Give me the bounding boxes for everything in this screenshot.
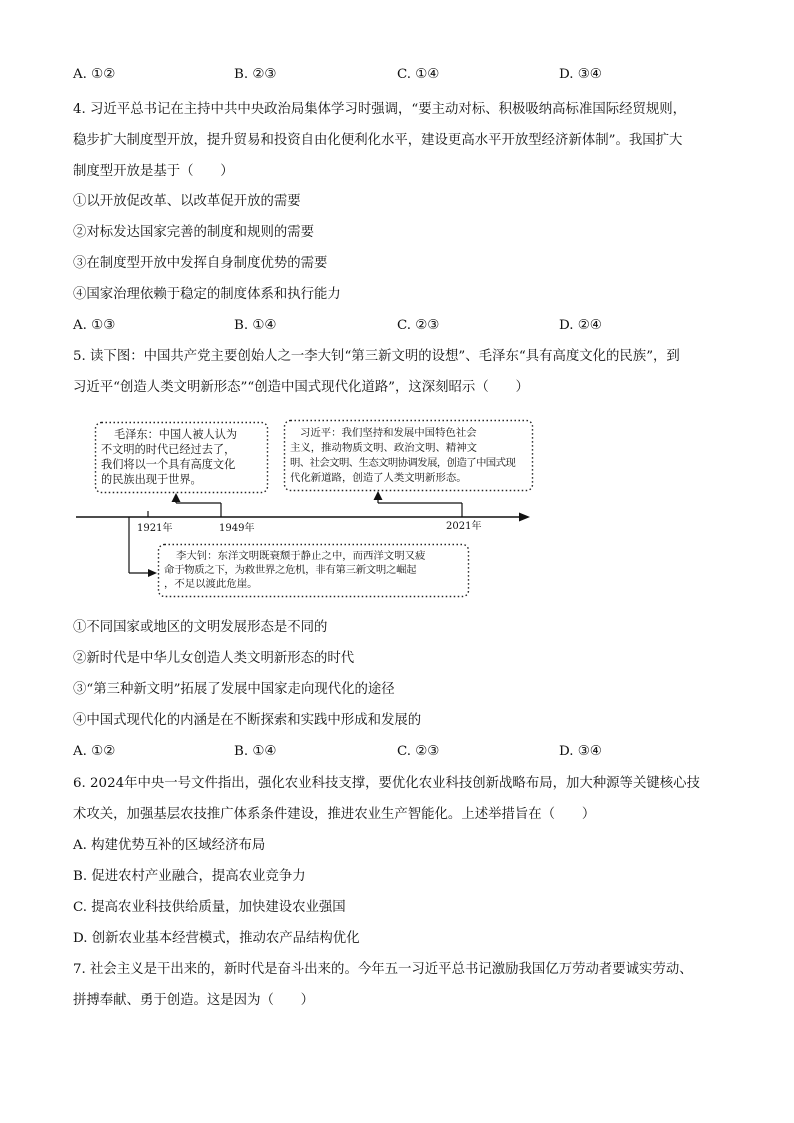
q6-stem-line-2: 术攻关，加强基层农技推广体系条件建设，推进农业生产智能化。上述举措旨在（ ） (73, 807, 596, 822)
timeline-diagram (0, 405, 794, 605)
q5-option-d[interactable]: D. ③④ (559, 744, 602, 759)
q5-item-1: ①不同国家或地区的文明发展形态是不同的 (73, 620, 328, 635)
q3-option-b[interactable]: B. ②③ (234, 67, 277, 82)
q4-option-a[interactable]: A. ①③ (73, 318, 116, 333)
q4-option-c[interactable]: C. ②③ (397, 318, 440, 333)
q5-option-a[interactable]: A. ①② (73, 744, 116, 759)
q4-item-4: ④国家治理依赖于稳定的制度体系和执行能力 (73, 287, 341, 302)
li-quote-line-1: 李大钊：东洋文明既衰颓于静止之中，而西洋文明又疲 (176, 550, 426, 562)
q4-item-1: ①以开放促改革、以改革促开放的需要 (73, 194, 301, 209)
q4-option-b[interactable]: B. ①④ (234, 318, 277, 333)
mao-quote-line-2: 不文明的时代已经过去了， (101, 443, 236, 456)
q3-option-d[interactable]: D. ③④ (559, 67, 602, 82)
q5-stem-line-1: 5. 读下图：中国共产党主要创始人之一李大钊“第三新文明的设想”、毛泽东“具有高度文化的民族”，到 (73, 349, 680, 364)
year-label-1949: 1949年 (219, 523, 255, 534)
q4-option-d[interactable]: D. ②④ (559, 318, 602, 333)
timeline-arrowhead (519, 513, 530, 522)
xi-quote-line-3: 明、社会文明、生态文明协调发展，创造了中国式现 (290, 457, 516, 469)
mao-quote-line-4: 的民族出现于世界。 (101, 473, 202, 486)
q5-item-3: ③“第三种新文明”拓展了发展中国家走向现代化的途径 (73, 682, 395, 697)
q4-item-2: ②对标发达国家完善的制度和规则的需要 (73, 225, 315, 240)
q6-option-d[interactable]: D. 创新农业基本经营模式，推动农产品结构优化 (73, 931, 360, 946)
xi-quote-line-2: 主义，推动物质文明、政治文明、精神文 (290, 442, 478, 454)
q5-item-2: ②新时代是中华儿女创造人类文明新形态的时代 (73, 651, 355, 666)
year-label-1921: 1921年 (137, 523, 173, 534)
q6-stem-line-1: 6. 2024年中央一号文件指出，强化农业科技支撑，要优化农业科技创新战略布局，加大种源等关键核心技 (73, 776, 700, 791)
q7-stem-line-2: 拼搏奉献、勇于创造。这是因为（ ） (73, 993, 315, 1008)
xi-quote-line-1: 习近平：我们坚持和发展中国特色社会 (300, 427, 477, 439)
xi-arrowhead (374, 491, 383, 500)
xi-quote-line-4: 代化新道路，创造了人类文明新形态。 (290, 472, 467, 484)
li-quote-line-2: 命于物质之下，为救世界之危机，非有第三新文明之崛起 (164, 564, 417, 576)
q6-option-a[interactable]: A. 构建优势互补的区域经济布局 (73, 838, 266, 853)
q5-stem-line-2: 习近平“创造人类文明新形态”“创造中国式现代化道路”，这深刻昭示（ ） (73, 380, 529, 395)
q5-option-c[interactable]: C. ②③ (397, 744, 440, 759)
li-arrowhead (148, 569, 157, 577)
q4-item-3: ③在制度型开放中发挥自身制度优势的需要 (73, 256, 328, 271)
q4-stem-line-1: 4. 习近平总书记在主持中共中央政治局集体学习时强调，“要主动对标、积极吸纳高标准国际经贸规则， (73, 102, 687, 117)
mao-quote-line-1: 毛泽东：中国人被人认为 (114, 428, 238, 441)
year-label-2021: 2021年 (446, 521, 482, 532)
q3-option-a[interactable]: A. ①② (73, 67, 116, 82)
mao-quote-line-3: 我们将以一个具有高度文化 (101, 458, 236, 471)
q3-option-c[interactable]: C. ①④ (397, 67, 440, 82)
q4-stem-line-3: 制度型开放是基于（ ） (73, 164, 234, 179)
q6-option-b[interactable]: B. 促进农村产业融合，提高农业竞争力 (73, 869, 306, 884)
q5-item-4: ④中国式现代化的内涵是在不断探索和实践中形成和发展的 (73, 713, 422, 728)
q5-option-b[interactable]: B. ①④ (234, 744, 277, 759)
q7-stem-line-1: 7. 社会主义是干出来的，新时代是奋斗出来的。今年五一习近平总书记激励我国亿万劳动者要诚实劳动、 (73, 962, 693, 977)
q4-stem-line-2: 稳步扩大制度型开放，提升贸易和投资自由化便利化水平，建设更高水平开放型经济新体制”。我国扩大 (73, 133, 683, 148)
q6-option-c[interactable]: C. 提高农业科技供给质量，加快建设农业强国 (73, 900, 346, 915)
mao-arrowhead (172, 493, 181, 502)
li-quote-line-3: ，不足以渡此危崖。 (164, 578, 258, 590)
